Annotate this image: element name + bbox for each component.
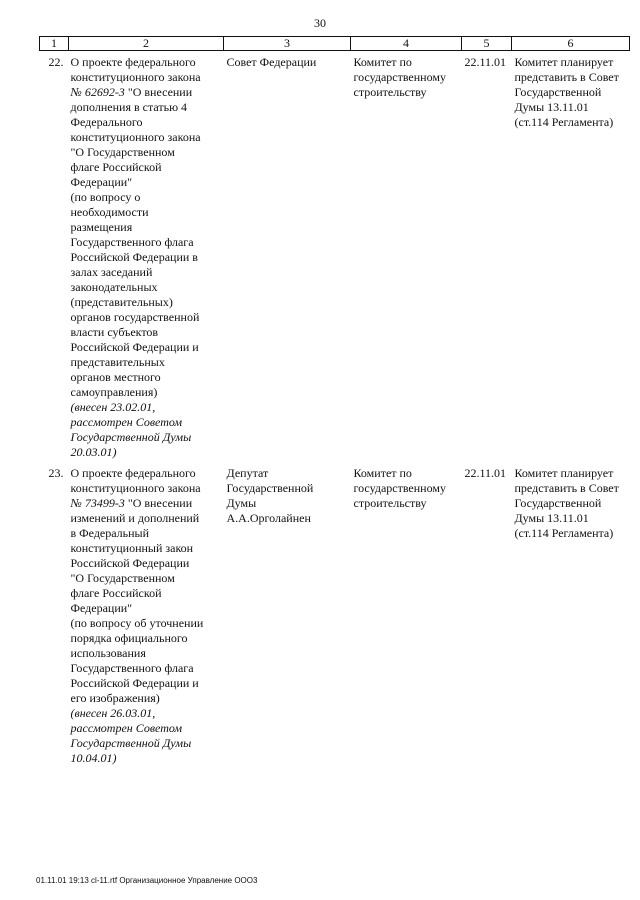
bill-title-line: порядка официального	[70, 631, 188, 645]
note-line: представить в Совет	[514, 481, 619, 495]
bill-title-line: конституционный закон	[70, 541, 194, 555]
bill-title-line: (по вопросу об уточнении	[70, 616, 204, 630]
bill-title-line: Федерального	[70, 115, 143, 129]
note-line: Комитет планирует	[514, 55, 614, 69]
bill-title-line: дополнения в статью 4	[70, 100, 188, 114]
note-line: Государственной	[514, 85, 602, 99]
bill-title-line: Государственного флага	[70, 235, 194, 249]
committee-cell	[351, 460, 462, 766]
bill-title-line: О проекте федерального	[70, 466, 196, 480]
bill-title-line: Российской Федерации	[70, 556, 190, 570]
bill-title-fragment: "О внесении	[124, 496, 193, 510]
bills-table	[39, 36, 630, 766]
bill-title-line: (представительных)	[70, 295, 173, 309]
bill-title-line: Российской Федерации и	[70, 676, 199, 690]
initiator-line: Думы	[226, 496, 257, 510]
initiator-line: Депутат	[226, 466, 269, 480]
bill-title-line: флаге Российской	[70, 160, 162, 174]
bill-title-line: О проекте федерального	[70, 55, 196, 69]
introduced-note: (внесен 23.02.01,	[70, 400, 156, 414]
introduced-note: Государственной Думы	[70, 736, 192, 750]
introduced-note: 20.03.01)	[70, 445, 117, 459]
bill-title-line: (по вопросу о	[70, 190, 141, 204]
committee-line: государственному	[353, 70, 446, 84]
note-line: (ст.114 Регламента)	[514, 115, 614, 129]
introduced-note: 10.04.01)	[70, 751, 117, 765]
bill-title-line: органов государственной	[70, 310, 200, 324]
page-number: 30	[314, 16, 326, 30]
initiator-line: Совет Федерации	[226, 55, 317, 69]
table-header-row	[40, 37, 630, 51]
bill-title-line: представительных	[70, 355, 165, 369]
committee-line: государственному	[353, 481, 446, 495]
column-header-2: 2	[69, 37, 224, 51]
committee-cell	[351, 51, 462, 461]
bill-title-line: залах заседаний	[70, 265, 153, 279]
column-header-1: 1	[40, 37, 69, 51]
bill-title-line: конституционного закона	[70, 481, 201, 495]
initiator-line: Государственной	[226, 481, 314, 495]
bill-title-line: власти субъектов	[70, 325, 159, 339]
bill-title-line: Федерации"	[70, 175, 133, 189]
bill-title-line: "О Государственном	[70, 571, 175, 585]
row-number: 22.	[48, 55, 64, 69]
initiator-cell	[224, 51, 351, 461]
date-cell: 22.11.01	[464, 55, 507, 69]
bill-title-line: конституционного закона	[70, 70, 201, 84]
bill-title-line: необходимости	[70, 205, 149, 219]
column-header-6: 6	[512, 37, 630, 51]
bill-title-cell	[69, 51, 224, 461]
column-header-5: 5	[462, 37, 512, 51]
note-line: Комитет планирует	[514, 466, 614, 480]
bill-title-line: "О Государственном	[70, 145, 175, 159]
bill-number: № 62692-3	[70, 85, 125, 99]
note-line: представить в Совет	[514, 70, 619, 84]
bill-title-cell	[69, 460, 224, 766]
introduced-note: (внесен 26.03.01,	[70, 706, 156, 720]
bill-title-line	[71, 85, 221, 100]
note-line: (ст.114 Регламента)	[514, 526, 614, 540]
bill-title-line: изменений и дополнений	[70, 511, 200, 525]
bill-title-line: законодательных	[70, 280, 158, 294]
bill-title-line: размещения	[70, 220, 133, 234]
note-line: Думы 13.11.01	[514, 511, 589, 525]
initiator-line: А.А.Орголайнен	[226, 511, 311, 525]
initiator-cell	[224, 460, 351, 766]
bill-title-fragment: "О внесении	[124, 85, 193, 99]
bill-number: № 73499-3	[70, 496, 125, 510]
date-cell: 22.11.01	[464, 466, 507, 480]
bill-title-line: Российской Федерации и	[70, 340, 199, 354]
note-line: Думы 13.11.01	[514, 100, 589, 114]
bill-title-line: Федерации"	[70, 601, 133, 615]
bill-title-line: его изображения)	[70, 691, 160, 705]
introduced-note: рассмотрен Советом	[70, 721, 183, 735]
bill-title-line: органов местного	[70, 370, 161, 384]
bill-title-line: Российской Федерации в	[70, 250, 198, 264]
bill-title-line: конституционного закона	[70, 130, 201, 144]
column-header-4: 4	[351, 37, 462, 51]
committee-line: Комитет по	[353, 466, 412, 480]
table-row	[40, 460, 630, 766]
row-number: 23.	[48, 466, 64, 480]
introduced-note: рассмотрен Советом	[70, 415, 183, 429]
document-footer: 01.11.01 19:13 cl-11.rtf Организационное Управление ООО3	[36, 876, 258, 885]
committee-line: Комитет по	[353, 55, 412, 69]
note-line: Государственной	[514, 496, 602, 510]
introduced-note: Государственной Думы	[70, 430, 192, 444]
committee-line: строительству	[353, 85, 427, 99]
bill-title-line: в Федеральный	[70, 526, 150, 540]
bill-title-line: самоуправления)	[70, 385, 158, 399]
column-header-3: 3	[224, 37, 351, 51]
note-cell	[512, 460, 630, 766]
bill-title-line: использования	[70, 646, 146, 660]
bill-title-line	[71, 496, 221, 511]
note-cell	[512, 51, 630, 461]
committee-line: строительству	[353, 496, 427, 510]
bill-title-line: Государственного флага	[70, 661, 194, 675]
table-row	[40, 51, 630, 461]
bill-title-line: флаге Российской	[70, 586, 162, 600]
